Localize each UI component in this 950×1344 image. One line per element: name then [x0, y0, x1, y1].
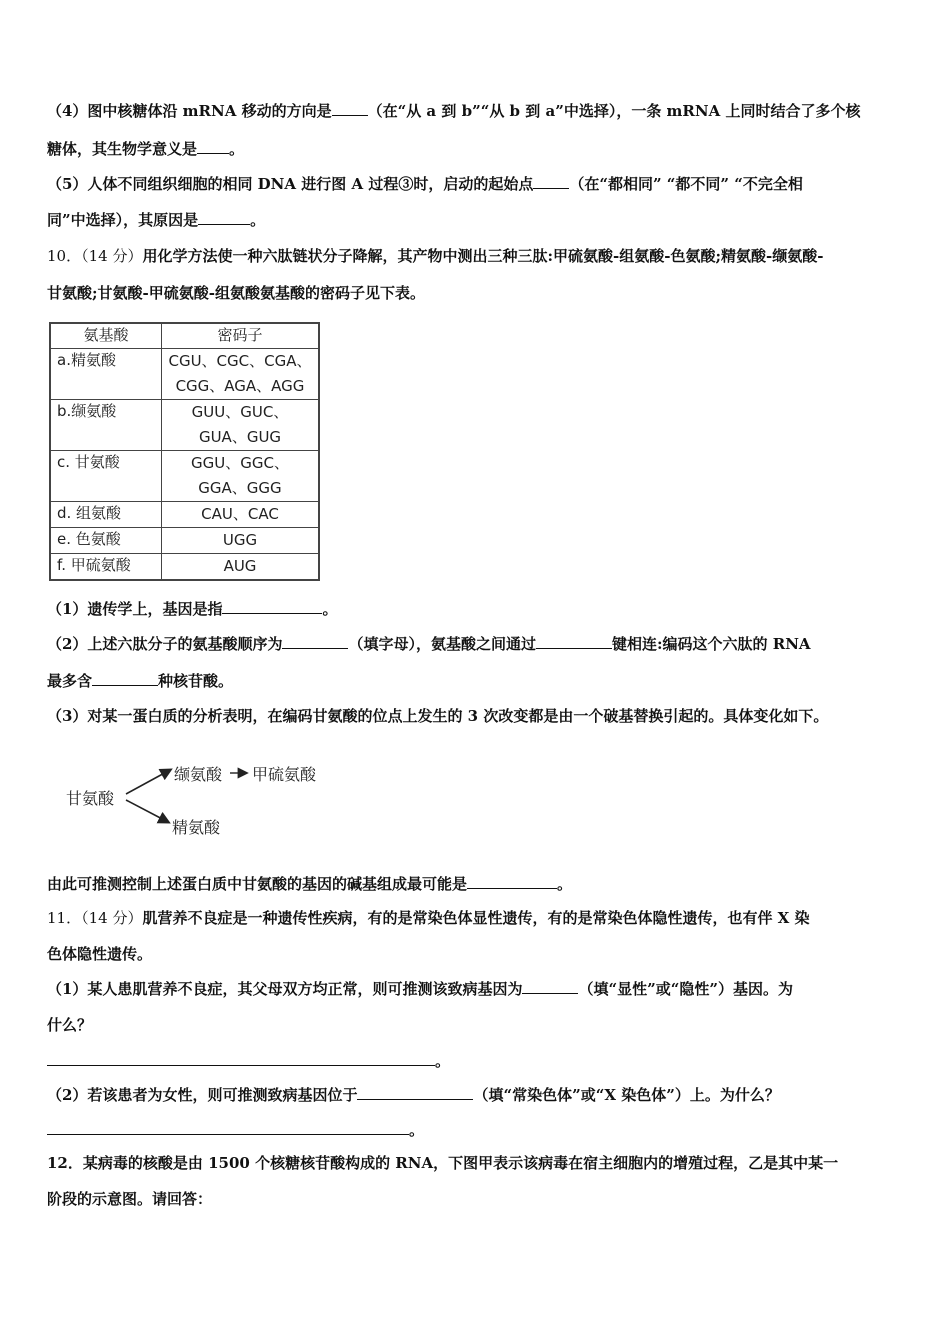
q9-part5-line1: （5）人体不同组织细胞的相同 DNA 进行图 A 过程③时，启动的起始点 （在“都相同” “都不同” “不完全相: [47, 175, 803, 193]
table-row: a.精氨酸 CGU、CGC、CGA、 CGG、AGA、AGG: [50, 349, 319, 400]
q10-part3: （3）对某一蛋白质的分析表明，在编码甘氨酸的位点上发生的 3 次改变都是由一个破基替换引起的。具体变化如下。: [47, 707, 829, 725]
answer-blank[interactable]: [357, 1085, 473, 1100]
answer-blank[interactable]: [47, 1051, 435, 1066]
table-row: b.缬氨酸 GUU、GUC、 GUA、GUG: [50, 400, 319, 451]
answer-blank[interactable]: [197, 139, 229, 154]
q12-line2: 阶段的示意图。请回答：: [47, 1190, 213, 1208]
answer-blank[interactable]: [198, 210, 250, 225]
valine-label: 缬氨酸: [174, 765, 223, 784]
q9-part4-line2: 糖体，其生物学意义是 。: [47, 140, 245, 158]
methionine-label: 甲硫氨酸: [252, 765, 317, 784]
answer-blank[interactable]: [222, 599, 322, 614]
q11-part1-answer: 。: [47, 1051, 450, 1071]
q9-part5-line2: 同”中选择），其原因是 。: [47, 211, 266, 229]
header-codon: 密码子: [162, 323, 320, 349]
codon-table: [49, 322, 320, 581]
answer-blank[interactable]: [467, 874, 557, 889]
q11-part2-answer: 。: [47, 1120, 424, 1140]
table-header-row: [50, 323, 319, 349]
q10-intro-line2: 甘氨酸;甘氨酸-甲硫氨酸-组氨酸氨基酸的密码子见下表。: [47, 284, 425, 302]
answer-blank[interactable]: [536, 634, 612, 649]
q12-line1: 12．某病毒的核酸是由 1500 个核糖核苷酸构成的 RNA，下图甲表示该病毒在宿主细胞内的增殖过程，乙是其中某一: [47, 1154, 839, 1172]
q9-part4-line1: （4）图中核糖体沿 mRNA 移动的方向是 （在“从 a 到 b”“从 b 到 a”中选择），一条 mRNA 上同时结合了多个核: [47, 102, 861, 120]
q10-part2-line1: （2）上述六肽分子的氨基酸顺序为 （填字母），氨基酸之间通过 键相连:编码这个六肽的 RNA: [47, 635, 811, 653]
table-row: e. 色氨酸 UGG: [50, 528, 319, 554]
header-amino-acid: 氨基酸: [50, 323, 162, 349]
table-row: d. 组氨酸 CAU、CAC: [50, 502, 319, 528]
arrows: [64, 756, 344, 846]
answer-blank[interactable]: [332, 101, 368, 116]
arginine-label: 精氨酸: [172, 818, 221, 837]
arrow-to-arginine: [126, 800, 168, 822]
q10-conclusion: 由此可推测控制上述蛋白质中甘氨酸的基因的碱基组成最可能是 。: [47, 875, 573, 893]
mutation-diagram: [64, 756, 344, 846]
arrow-to-valine: [126, 770, 170, 794]
answer-blank[interactable]: [533, 174, 569, 189]
answer-blank[interactable]: [282, 634, 348, 649]
q11-part1-line2: 什么？: [47, 1016, 93, 1034]
q11-part1-line1: （1）某人患肌营养不良症，其父母双方均正常，则可推测该致病基因为 （填“显性”或“隐性”）基因。为: [47, 980, 793, 998]
table-row: f. 甲硫氨酸 AUG: [50, 554, 319, 581]
table-row: c. 甘氨酸 GGU、GGC、 GGA、GGG: [50, 451, 319, 502]
q11-intro-line1: 11．（14 分）肌营养不良症是一种遗传性疾病，有的是常染色体显性遗传，有的是常染色体隐性遗传，也有伴 X 染: [47, 909, 810, 927]
q10-part2-line2: 最多含 种核苷酸。: [47, 672, 234, 690]
q10-intro-line1: 10．（14 分）用化学方法使一种六肽链状分子降解，其产物中测出三种三肽:甲硫氨酸-组氨酸-色氨酸;精氨酸-缬氨酸-: [47, 247, 824, 265]
answer-blank[interactable]: [47, 1120, 409, 1135]
answer-blank[interactable]: [522, 979, 578, 994]
glycine-label: 甘氨酸: [66, 789, 115, 808]
q10-part1: （1）遗传学上，基因是指 。: [47, 600, 338, 618]
q11-intro-line2: 色体隐性遗传。: [47, 945, 153, 963]
q11-part2: （2）若该患者为女性，则可推测致病基因位于 （填“常染色体”或“X 染色体”）上。为什么？: [47, 1086, 780, 1104]
answer-blank[interactable]: [92, 671, 158, 686]
